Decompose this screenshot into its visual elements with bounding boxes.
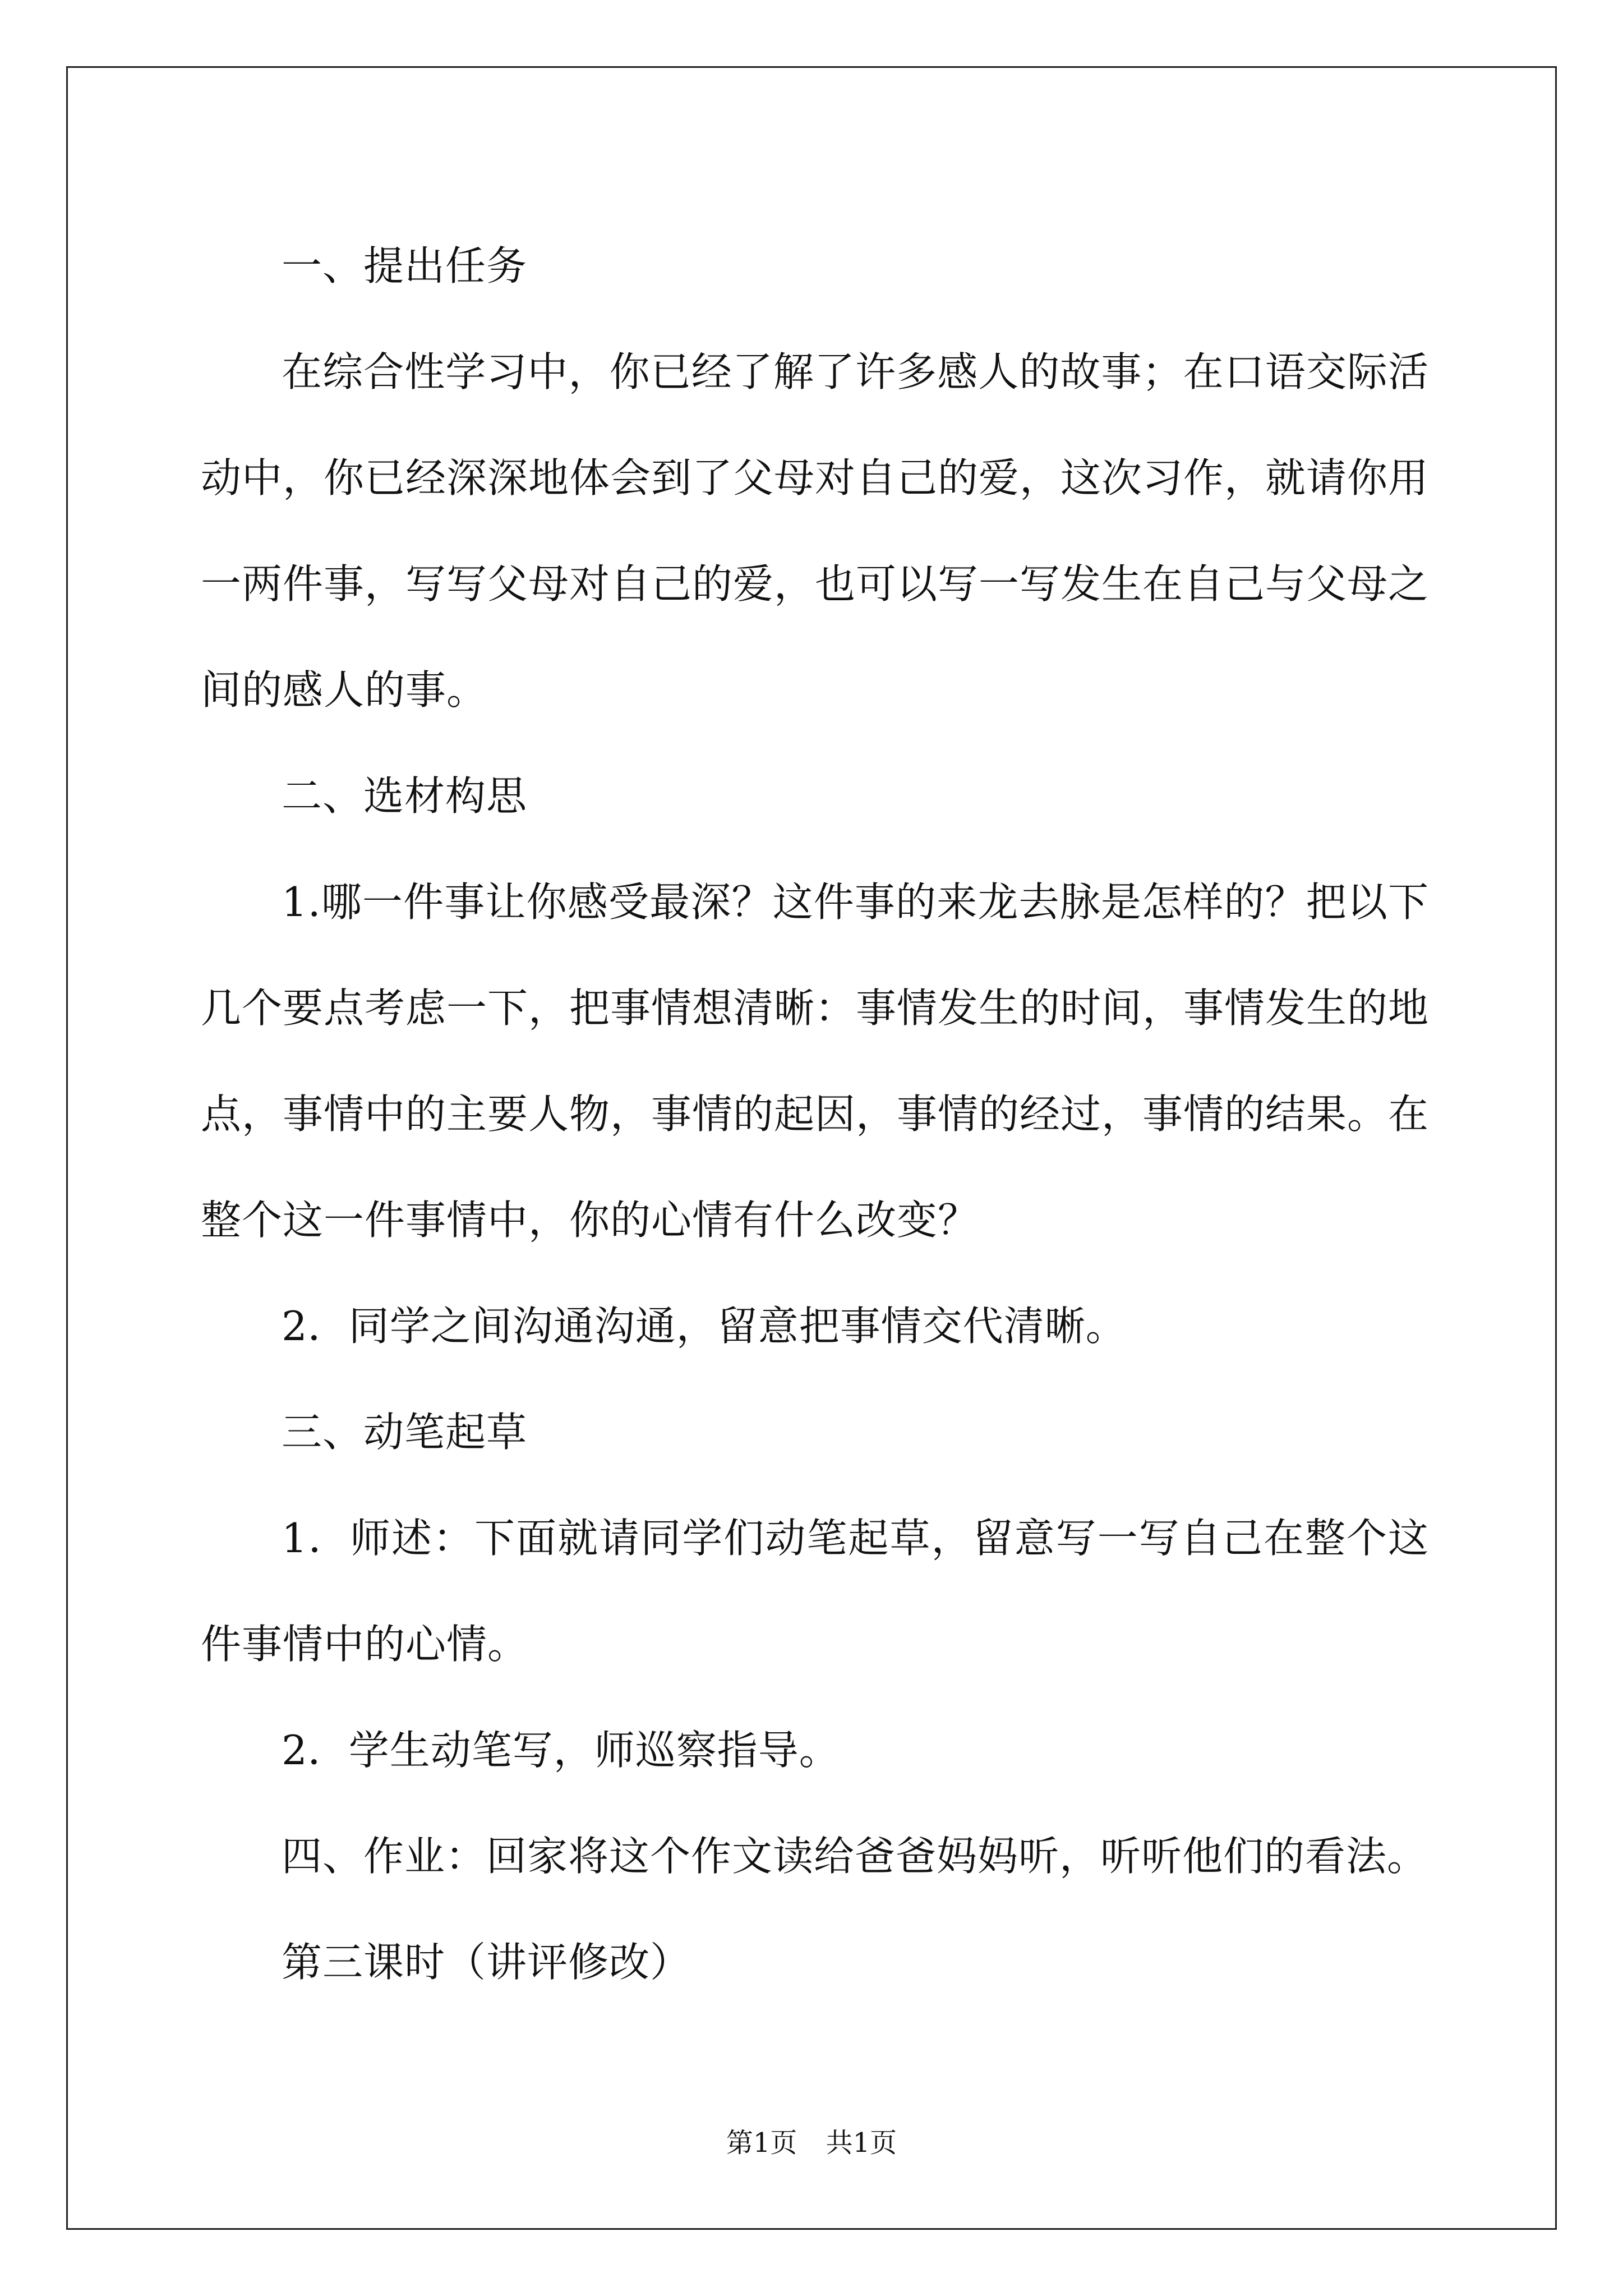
heading-task: 一、提出任务 (282, 242, 528, 289)
page-footer (0, 2126, 1623, 2160)
paragraph-point-1: 1.哪一件事让你感受最深？这件事的来龙去脉是怎样的？把以下几个要点考虑一下，把事情想清晰：事情发生的时间，事情发生的地点，事情中的主要人物，事情的起因，事情的经过，事情的结果。在整个这一件事情中，你的心情有什么改变？ (201, 878, 1430, 1244)
paragraph-draft-1: 1．师述：下面就请同学们动笔起草，留意写一写自己在整个这件事情中的心情。 (201, 1515, 1429, 1668)
heading-material-selection: 二、选材构思 (282, 772, 528, 820)
paragraph-draft-2: 2．学生动笔写，师巡察指导。 (282, 1727, 840, 1774)
paragraph-task-description: 在综合性学习中，你已经了解了许多感人的故事；在口语交际活动中，你已经深深地体会到了父母对自己的爱，这次习作，就请你用一两件事，写写父母对自己的爱，也可以写一写发生在自己与父母之间的感人的事。 (201, 348, 1430, 714)
heading-third-lesson: 第三课时（讲评修改） (282, 1939, 691, 1986)
paragraph-point-2: 2．同学之间沟通沟通，留意把事情交代清晰。 (282, 1303, 1127, 1350)
page-number: 第1页 (726, 2127, 797, 2159)
paragraph-homework: 四、作业：回家将这个作文读给爸爸妈妈听，听听他们的看法。 (282, 1833, 1428, 1880)
page-total: 共1页 (826, 2127, 897, 2159)
heading-drafting: 三、动笔起草 (282, 1409, 528, 1456)
document-body (201, 213, 1429, 2016)
